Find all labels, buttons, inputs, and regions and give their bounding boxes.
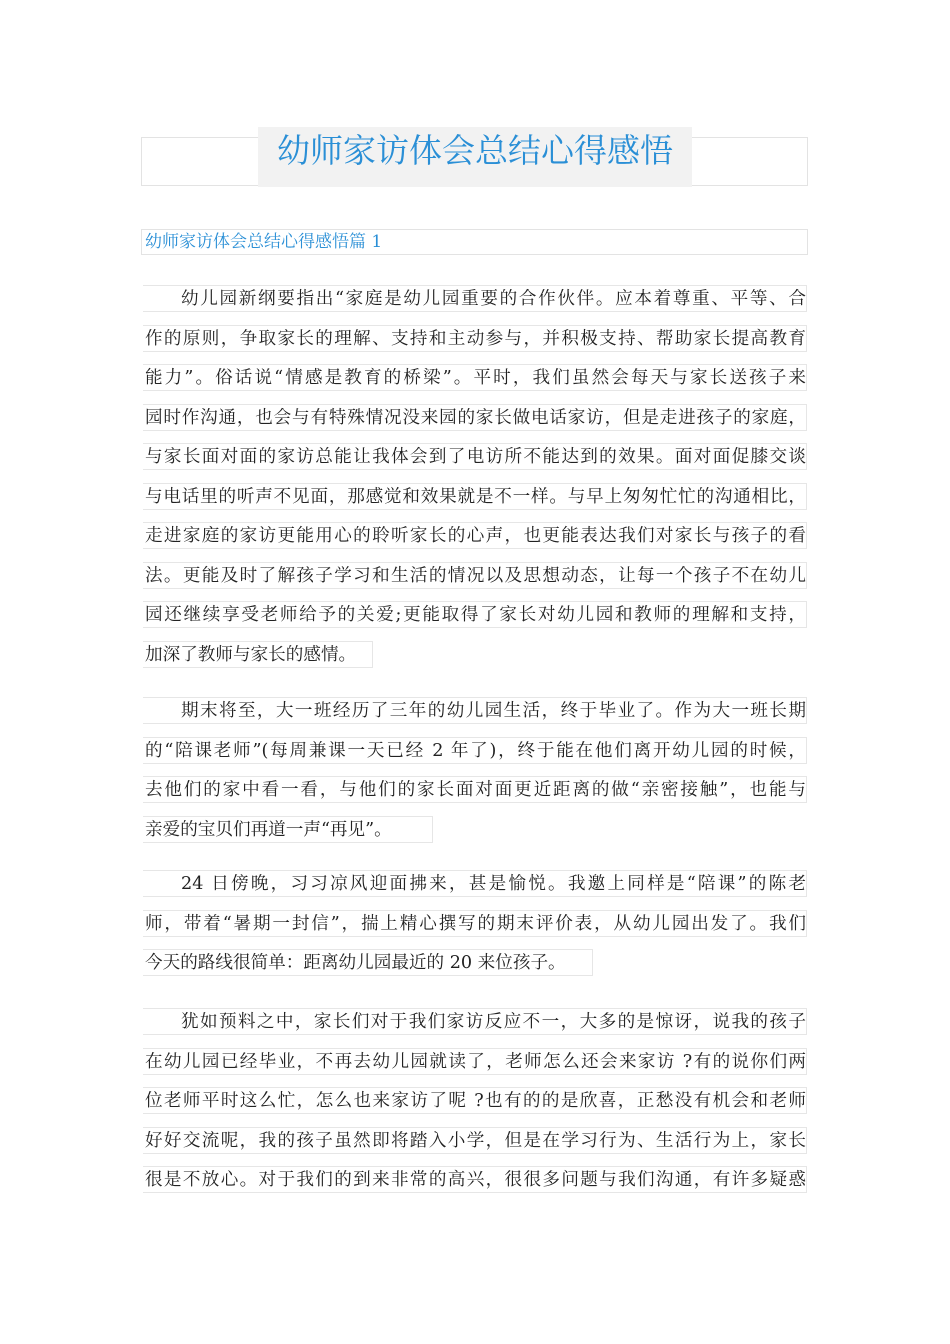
paragraph-2-line: 的“陪课老师”(每周兼课一天已经 2 年了)，终于能在他们离开幼儿园的时候， — [143, 737, 807, 764]
paragraph-1-line: 园时作沟通，也会与有特殊情况没来园的家长做电话家访，但是走进孩子的家庭， — [143, 404, 807, 431]
paragraph-4-line: 好好交流呢，我的孩子虽然即将踏入小学，但是在学习行为、生活行为上，家长 — [143, 1127, 807, 1154]
paragraph-4-line: 位老师平时这么忙，怎么也来家访了呢 ?也有的的是欣喜，正愁没有机会和老师 — [143, 1087, 807, 1114]
paragraph-3-line: 师，带着“暑期一封信”，揣上精心撰写的期末评价表，从幼儿园出发了。我们 — [143, 910, 807, 937]
paragraph-3-line: 今天的路线很简单：距离幼儿园最近的 20 来位孩子。 — [143, 949, 593, 976]
paragraph-1-line: 与电话里的听声不见面，那感觉和效果就是不一样。与早上匆匆忙忙的沟通相比， — [143, 483, 807, 510]
paragraph-2-line: 亲爱的宝贝们再道一声“再见”。 — [143, 816, 433, 843]
paragraph-4-line: 在幼儿园已经毕业，不再去幼儿园就读了，老师怎么还会来家访 ?有的说你们两 — [143, 1048, 807, 1075]
section-heading: 幼师家访体会总结心得感悟篇 1 — [141, 229, 808, 255]
paragraph-1-line: 作的原则，争取家长的理解、支持和主动参与，并积极支持、帮助家长提高教育 — [143, 325, 807, 352]
paragraph-1-line: 与家长面对面的家访总能让我体会到了电访所不能达到的效果。面对面促膝交谈 — [143, 443, 807, 470]
paragraph-1-line: 幼儿园新纲要指出“家庭是幼儿园重要的合作伙伴。应本着尊重、平等、合 — [143, 285, 807, 312]
paragraph-3-line: 24 日傍晚，习习凉风迎面拂来，甚是愉悦。我邀上同样是“陪课”的陈老 — [143, 870, 807, 897]
paragraph-1-line: 加深了教师与家长的感情。 — [143, 641, 373, 668]
paragraph-2-line: 期末将至，大一班经历了三年的幼儿园生活，终于毕业了。作为大一班长期 — [143, 697, 807, 724]
paragraph-1-line: 能力”。俗话说“情感是教育的桥梁”。平时，我们虽然会每天与家长送孩子来 — [143, 364, 807, 391]
paragraph-2-line: 去他们的家中看一看，与他们的家长面对面更近距离的做“亲密接触”，也能与 — [143, 776, 807, 803]
paragraph-1-line: 走进家庭的家访更能用心的聆听家长的心声，也更能表达我们对家长与孩子的看 — [143, 522, 807, 549]
paragraph-1-line: 园还继续享受老师给予的关爱;更能取得了家长对幼儿园和教师的理解和支持， — [143, 601, 807, 628]
paragraph-4-line: 很是不放心。对于我们的到来非常的高兴，很很多问题与我们沟通，有许多疑惑 — [143, 1166, 807, 1193]
paragraph-4-line: 犹如预料之中，家长们对于我们家访反应不一，大多的是惊讶，说我的孩子 — [143, 1008, 807, 1035]
paragraph-1-line: 法。更能及时了解孩子学习和生活的情况以及思想动态，让每一个孩子不在幼儿 — [143, 562, 807, 589]
document-title: 幼师家访体会总结心得感悟 — [258, 127, 692, 187]
